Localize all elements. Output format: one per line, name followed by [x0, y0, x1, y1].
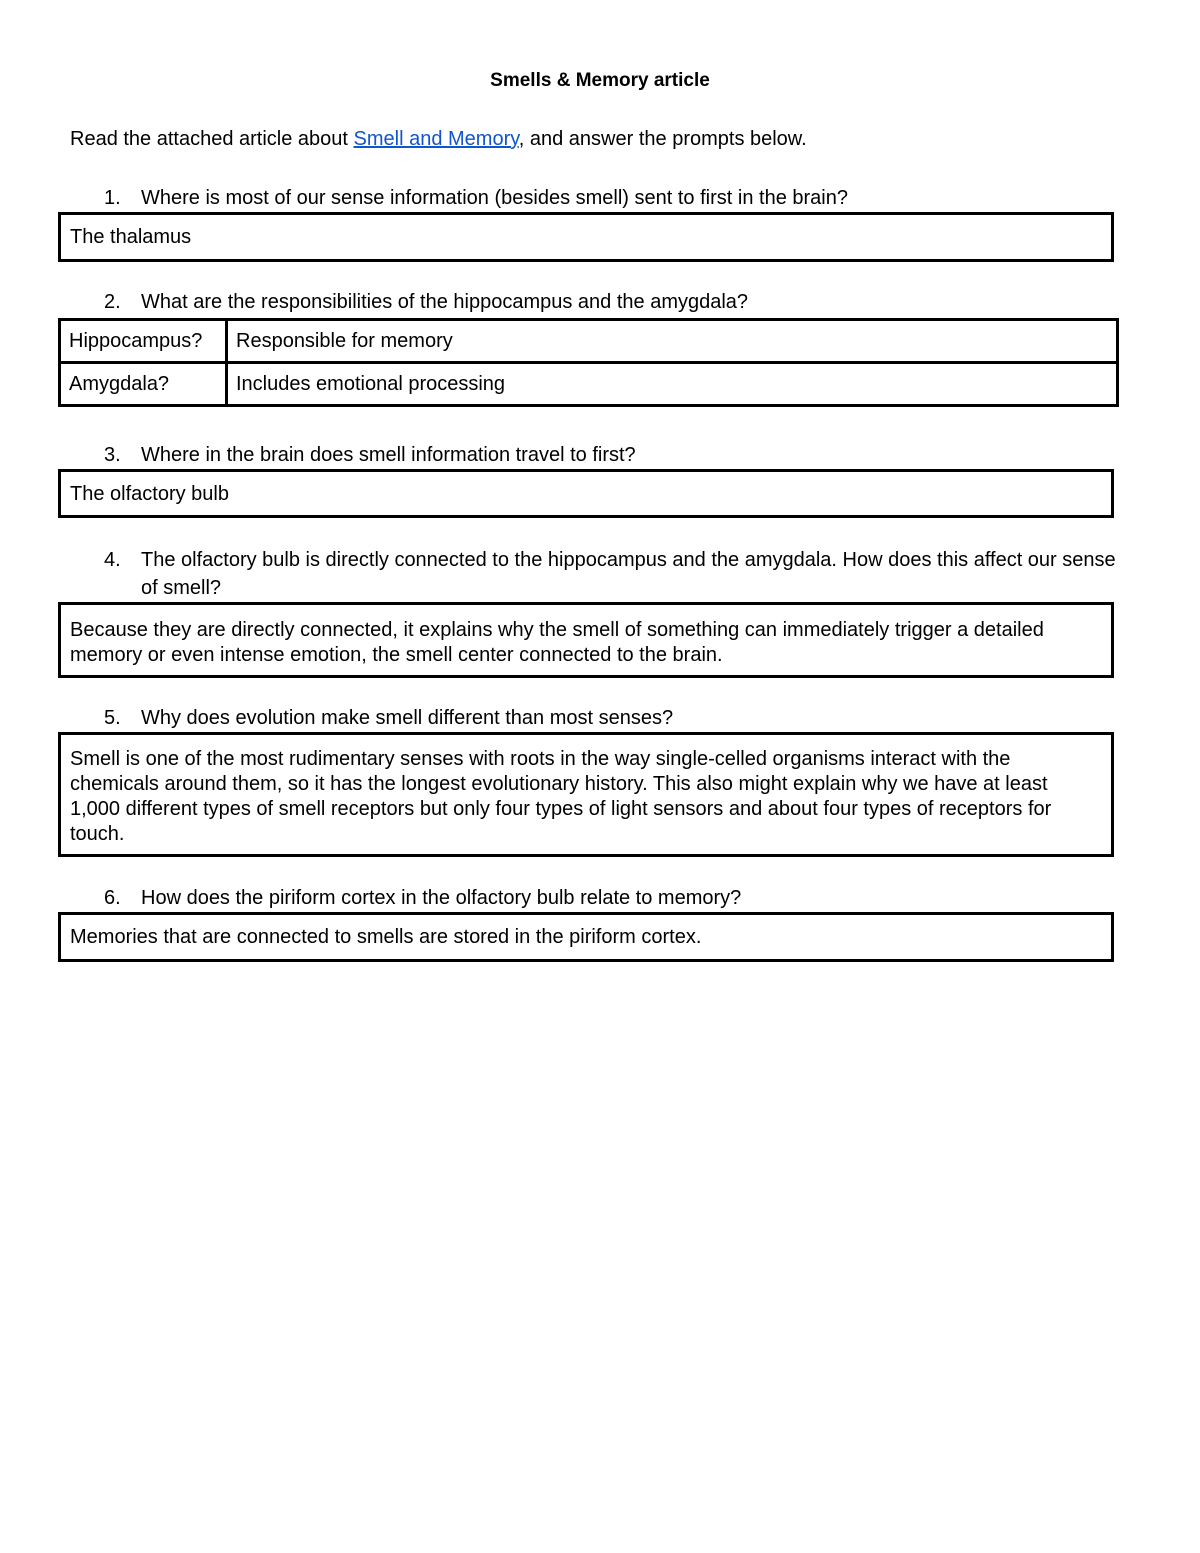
table-cell-value[interactable]: Responsible for memory: [227, 320, 1118, 363]
question-1: [104, 184, 1131, 212]
article-link[interactable]: Smell and Memory: [353, 128, 519, 150]
table-row: [60, 320, 1118, 363]
answer-box-6[interactable]: Memories that are connected to smells are stored in the piriform cortex.: [58, 912, 1114, 962]
question-number: 6.: [104, 887, 121, 909]
document-title: Smells & Memory article: [490, 70, 710, 91]
intro-after: , and answer the prompts below.: [518, 128, 807, 150]
table-row: [60, 363, 1118, 406]
question-text: The olfactory bulb is directly connected to the hippocampus and the amygdala. How does this affect our sense of smell?: [141, 549, 1116, 599]
answer-box-5[interactable]: Smell is one of the most rudimentary senses with roots in the way single-celled organisms interact with the chemicals around them, so it has the longest evolutionary history. This also might explain why we have at least 1,000 different types of smell receptors but only four types of light sensors and about four types of receptors for touch.: [58, 732, 1114, 857]
table-cell-label: Amygdala?: [60, 363, 227, 406]
answer-box-3[interactable]: The olfactory bulb: [58, 469, 1114, 518]
question-6: [104, 884, 1131, 912]
question-text: What are the responsibilities of the hippocampus and the amygdala?: [141, 291, 749, 313]
intro-text: [70, 128, 807, 151]
question-number: 5.: [104, 707, 121, 729]
table-cell-value[interactable]: Includes emotional processing: [227, 363, 1118, 406]
question-number: 3.: [104, 444, 121, 466]
question-text: Why does evolution make smell different than most senses?: [141, 707, 674, 729]
answer-box-1[interactable]: The thalamus: [58, 212, 1114, 262]
answer-box-4[interactable]: Because they are directly connected, it explains why the smell of something can immediately trigger a detailed memory or even intense emotion, the smell center connected to the brain.: [58, 602, 1114, 678]
question-text: How does the piriform cortex in the olfactory bulb relate to memory?: [141, 887, 742, 909]
question-number: 1.: [104, 187, 121, 209]
table-cell-label: Hippocampus?: [60, 320, 227, 363]
question-5: [104, 704, 1131, 732]
question-number: 4.: [104, 549, 121, 571]
question-text: Where in the brain does smell information travel to first?: [141, 444, 636, 466]
question-2: [104, 288, 1131, 316]
question-text: Where is most of our sense information (besides smell) sent to first in the brain?: [141, 187, 848, 209]
question-number: 2.: [104, 291, 121, 313]
question-3: [104, 441, 1131, 469]
intro-before: Read the attached article about: [70, 128, 354, 150]
answer-table-2: [58, 318, 1119, 407]
question-4: [104, 546, 1131, 602]
